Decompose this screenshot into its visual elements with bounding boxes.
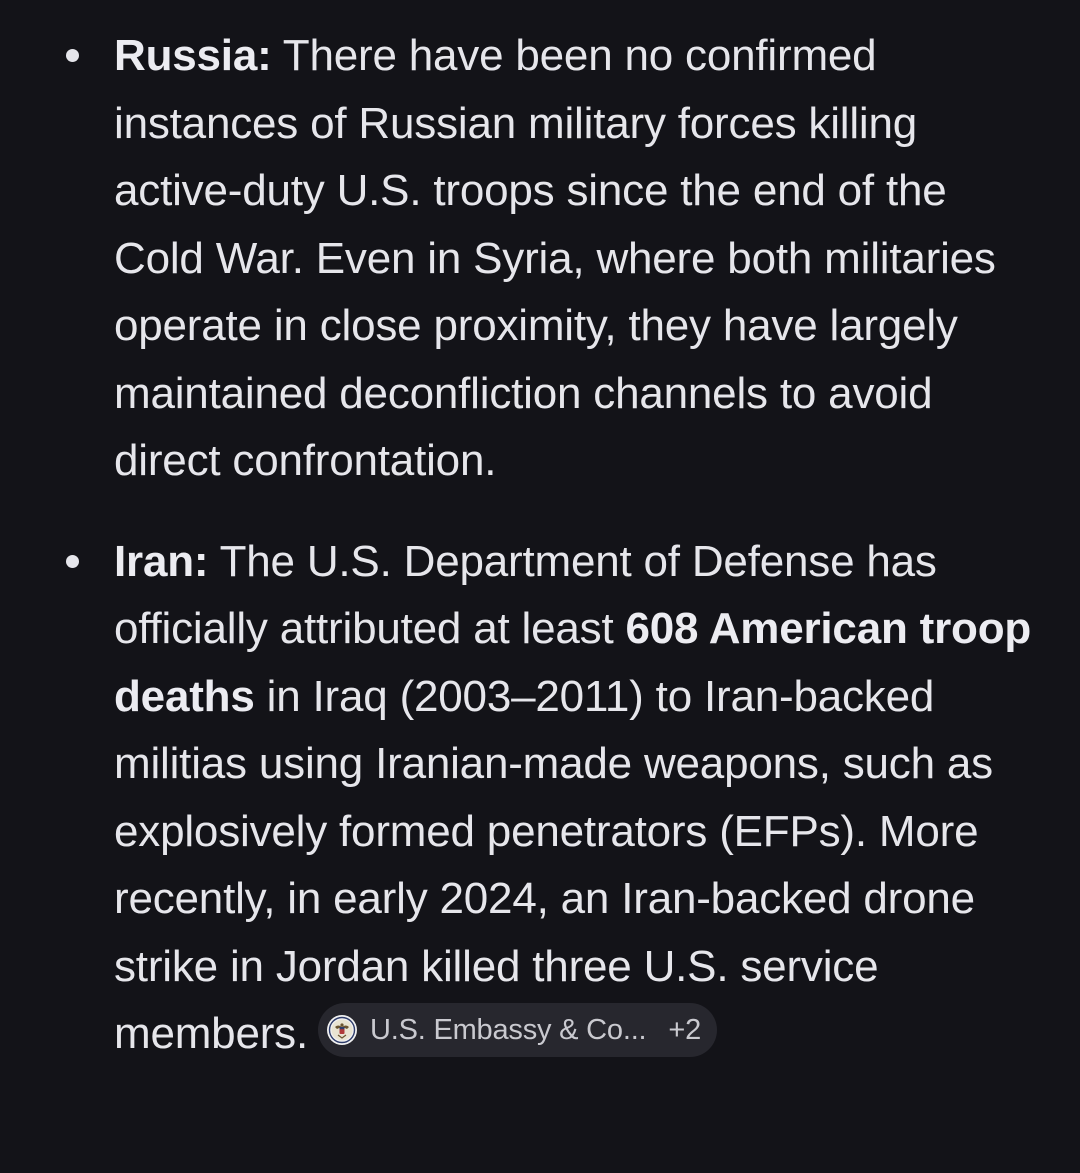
item-lead-iran: Iran:	[114, 536, 209, 586]
item-lead-russia: Russia:	[114, 31, 272, 80]
item-text-russia: There have been no confirmed instances of Russian military forces killing active-duty U.S. troops since the end of the Cold War. Even in Syria, where both militaries operate in close proximity, they have largely maintained deconfliction channels to avoid direct confrontation.	[114, 31, 996, 485]
source-chip-label: U.S. Embassy & Co...	[370, 1014, 647, 1047]
list-item-iran	[0, 528, 1080, 1068]
source-chip-count: +2	[668, 1014, 702, 1047]
response-body	[0, 22, 1080, 1068]
list-item-russia	[0, 22, 1080, 495]
source-chip[interactable]	[318, 1003, 717, 1057]
seal-icon	[326, 1014, 358, 1046]
item-text-iran-part1: The U.S. Department of Defense has officially attributed at least	[114, 536, 937, 653]
bullet-dot	[66, 49, 79, 62]
item-bold-stat: 608 American troop deaths	[114, 604, 1032, 721]
item-text-iran-part2: in Iraq (2003–2011) to Iran-backed militias using Iranian-made weapons, such as explosively formed penetrators (EFPs). More recently, in early 2024, an Iran-backed drone strike in Jordan killed three U.S. service members.	[114, 671, 993, 1058]
bullet-dot	[66, 555, 79, 568]
